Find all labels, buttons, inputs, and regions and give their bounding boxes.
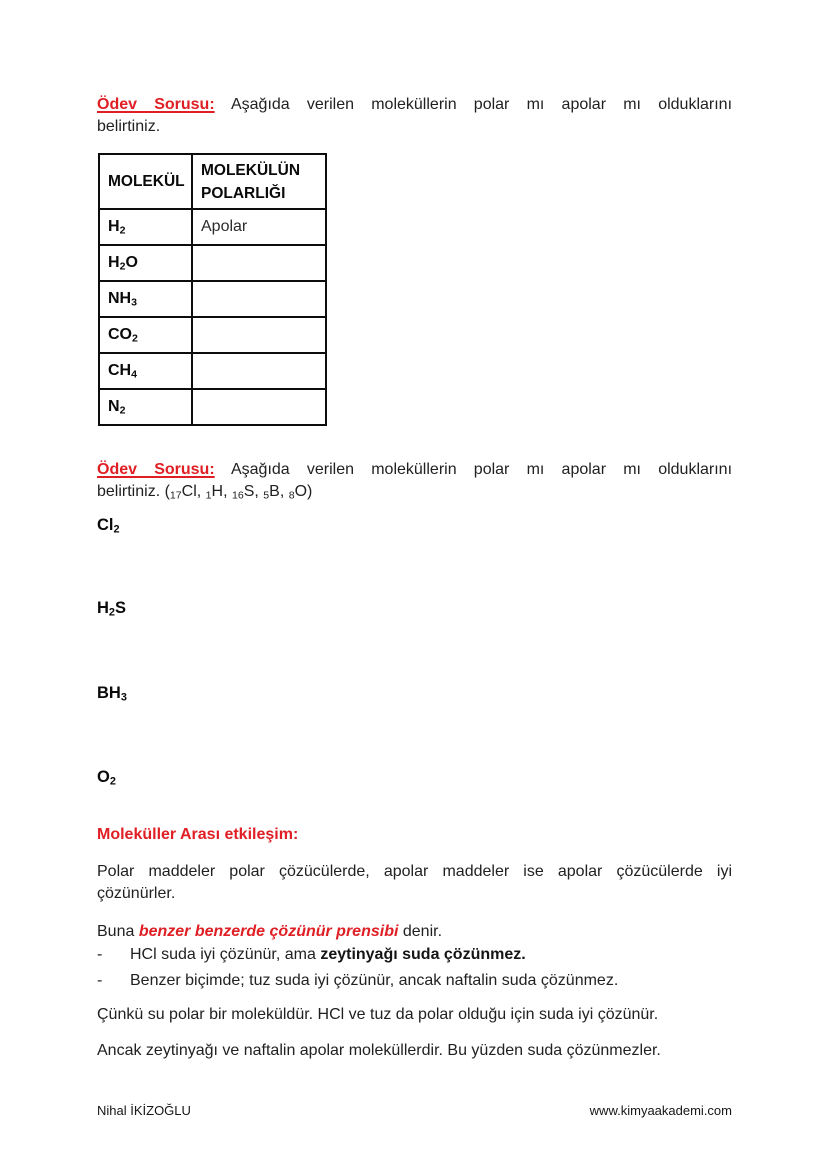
solubility-paragraph-line-2: çözünürler. [97,885,176,902]
molecule-column-header: MOLEKÜL [99,154,192,209]
homework-question-2 [97,459,732,507]
bullet-text: HCl suda iyi çözünür, ama zeytinyağı suda çözünmez. [130,946,526,963]
polarity-column-header-line-1: MOLEKÜLÜN [201,161,301,179]
homework-question-2-line-1: Ödev Sorusu: Aşağıda verilen moleküllerin polar mı apolar mı olduklarını [97,461,733,478]
molecule-cell: H2O [99,245,192,281]
table-row-nh3 [99,281,326,317]
polarity-cell [192,281,326,317]
polarity-cell [192,245,326,281]
table-header-row [99,154,326,209]
homework-question-1 [97,94,732,138]
molecule-label-cl2: Cl2 [97,516,120,536]
polarity-cell [192,353,326,389]
molecule-cell: N2 [99,389,192,425]
solubility-paragraph [97,861,732,905]
molecule-label-o2: O2 [97,768,116,788]
polarity-column-header [192,154,326,209]
molecule-cell: CO2 [99,317,192,353]
bullet-item-salt [97,968,757,994]
principle-sentence: Buna benzer benzerde çözünür prensibi denir. [97,923,443,940]
page-footer [97,1103,732,1118]
polarity-cell: Apolar [192,209,326,245]
homework-question-1-line-1: Ödev Sorusu: Aşağıda verilen moleküllerin polar mı apolar mı olduklarını [97,96,733,113]
bullet-text: Benzer biçimde; tuz suda iyi çözünür, ancak naftalin suda çözünmez. [130,972,619,989]
molecule-cell: H2 [99,209,192,245]
conclusion-sentence-1: Çünkü su polar bir moleküldür. HCl ve tuz da polar olduğu için suda iyi çözünür. [97,1006,659,1023]
molecule-label-h2s: H2S [97,599,126,619]
example-bullet-list [97,942,757,994]
table-row-h2o [99,245,326,281]
footer-author: Nihal İKİZOĞLU [97,1103,191,1118]
molecule-cell: CH4 [99,353,192,389]
homework-question-2-line-2: belirtiniz. (17Cl, 1H, 16S, 5B, 8O) [97,483,313,502]
bullet-dash: - [97,946,103,963]
molecule-cell: NH3 [99,281,192,317]
molecule-label-bh3: BH3 [97,684,127,704]
bullet-item-hcl [97,942,757,968]
polarity-cell [192,317,326,353]
polarity-table [98,153,327,426]
table-row-ch4 [99,353,326,389]
footer-website: www.kimyaakademi.com [589,1103,732,1118]
table-row-co2 [99,317,326,353]
polarity-cell [192,389,326,425]
bullet-dash: - [97,972,103,989]
solubility-paragraph-line-1: Polar maddeler polar çözücülerde, apolar maddeler ise apolar çözücülerde iyi [97,863,732,880]
table-row-n2 [99,389,326,425]
section-heading-intermolecular: Moleküller Arası etkileşim: [97,826,299,843]
conclusion-sentence-2: Ancak zeytinyağı ve naftalin apolar moleküllerdir. Bu yüzden suda çözünmezler. [97,1042,661,1059]
table-row-h2 [99,209,326,245]
homework-question-1-line-2: belirtiniz. [97,118,161,135]
polarity-column-header-line-2: POLARLIĞI [201,184,286,202]
